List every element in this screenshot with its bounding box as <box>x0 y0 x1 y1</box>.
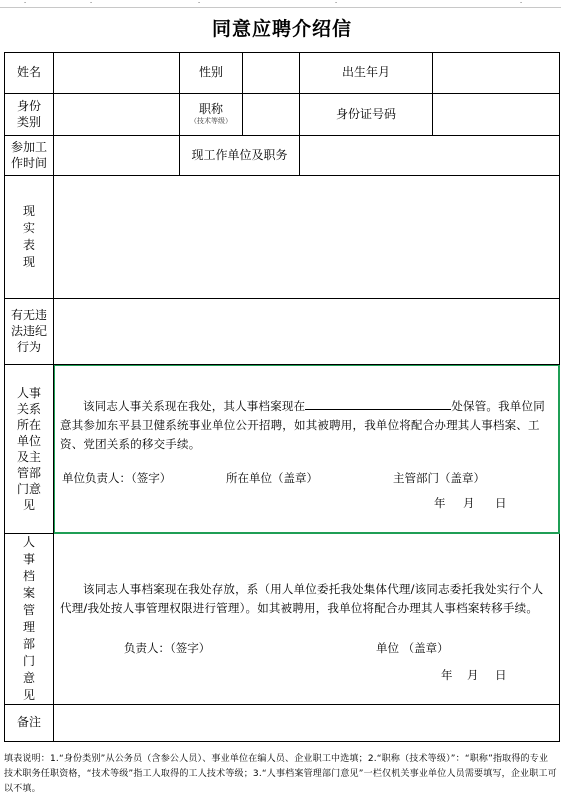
id-number-label: 身份证号码 <box>300 93 433 135</box>
date-day: 日 <box>495 668 507 682</box>
violations-cell[interactable] <box>54 298 560 364</box>
hr-signature-row <box>54 471 559 493</box>
performance-label: 现实表现 <box>5 175 54 298</box>
violations-label: 有无违法违纪行为 <box>5 298 54 364</box>
column-marker: - <box>24 0 27 6</box>
performance-cell[interactable] <box>54 175 560 298</box>
archive-unit-seal: 单位 （盖章） <box>376 641 449 655</box>
birth-label: 出生年月 <box>300 52 433 93</box>
gender-cell[interactable] <box>243 52 300 93</box>
current-unit-cell[interactable] <box>300 135 560 175</box>
archive-paragraph: 该同志人事档案现在我处存放，系（用人单位委托我处集体代理/该同志委托我处实行个人代理/我处按人事管理权限进行管理）。如其被聘用，我单位将配合办理其人事档案转移手续。 <box>60 582 544 615</box>
date-month: 月 <box>463 495 475 510</box>
identity-type-cell[interactable] <box>54 93 180 135</box>
remarks-cell[interactable] <box>54 704 560 741</box>
name-cell[interactable] <box>54 52 180 93</box>
form-footnote: 填表说明：1.“身份类别”从公务员（含参公人员）、事业单位在编人员、企业职工中选填；2.“职称（技术等级）”：“职称”指取得的专业技术职务任职资格，“技术等级”指工人取得的工人技术等级；3.“人事档案管理部门意见”一栏仅机关事业单位人员需要填写，企业职工可以不填。 <box>4 754 557 794</box>
title-rank-main: 职称 <box>198 102 223 116</box>
archive-location-blank[interactable] <box>305 398 451 410</box>
archive-opinion-cell[interactable] <box>54 533 560 704</box>
title-rank-cell[interactable] <box>243 93 300 135</box>
title-rank-sub: （技术等级） <box>190 117 232 125</box>
birth-cell[interactable] <box>433 52 560 93</box>
date-month: 月 <box>467 668 479 682</box>
column-marker: - <box>198 0 201 6</box>
column-marker: - <box>520 0 523 6</box>
archive-label: 人事档案管理部门意见 <box>5 533 54 704</box>
gender-label: 性别 <box>180 52 243 93</box>
name-label: 姓名 <box>5 52 54 93</box>
unit-leader-signature: 单位负责人：（签字） <box>62 470 172 485</box>
archive-signature-row <box>54 641 559 663</box>
current-unit-label: 现工作单位及职务 <box>180 135 300 175</box>
spreadsheet-top-strip <box>0 0 561 8</box>
hr-relation-paragraph: 该同志人事关系现在我处，其人事档案现在 处保管。我单位同意其参加东平县卫健系统事业单位公开招聘，如其被聘用，我单位将配合办理其人事档案、工资、党团关系的移交手续。 <box>60 398 545 451</box>
title-rank-label <box>180 93 243 135</box>
identity-type-label: 身份类别 <box>5 93 54 135</box>
work-start-cell[interactable] <box>54 135 180 175</box>
work-start-label: 参加工作时间 <box>5 135 54 175</box>
remarks-label: 备注 <box>5 704 54 741</box>
hr-relation-opinion-cell[interactable] <box>54 364 560 533</box>
form-title: 同意应聘介绍信 <box>5 8 560 52</box>
dept-seal: 主管部门（盖章） <box>393 470 485 485</box>
unit-seal: 所在单位（盖章） <box>226 470 318 485</box>
date-year: 年 <box>441 668 453 682</box>
archive-date-row <box>54 668 559 690</box>
archive-leader-signature: 负责人：（签字） <box>124 641 211 655</box>
column-marker: - <box>335 0 338 6</box>
date-year: 年 <box>434 495 446 510</box>
date-day: 日 <box>495 495 507 510</box>
introduction-letter-form <box>4 8 559 742</box>
hr-relation-label: 人事关系所在单位及主管部门意见 <box>5 364 54 533</box>
hr-date-row <box>54 496 559 518</box>
id-number-cell[interactable] <box>433 93 560 135</box>
column-marker: - <box>90 0 93 6</box>
